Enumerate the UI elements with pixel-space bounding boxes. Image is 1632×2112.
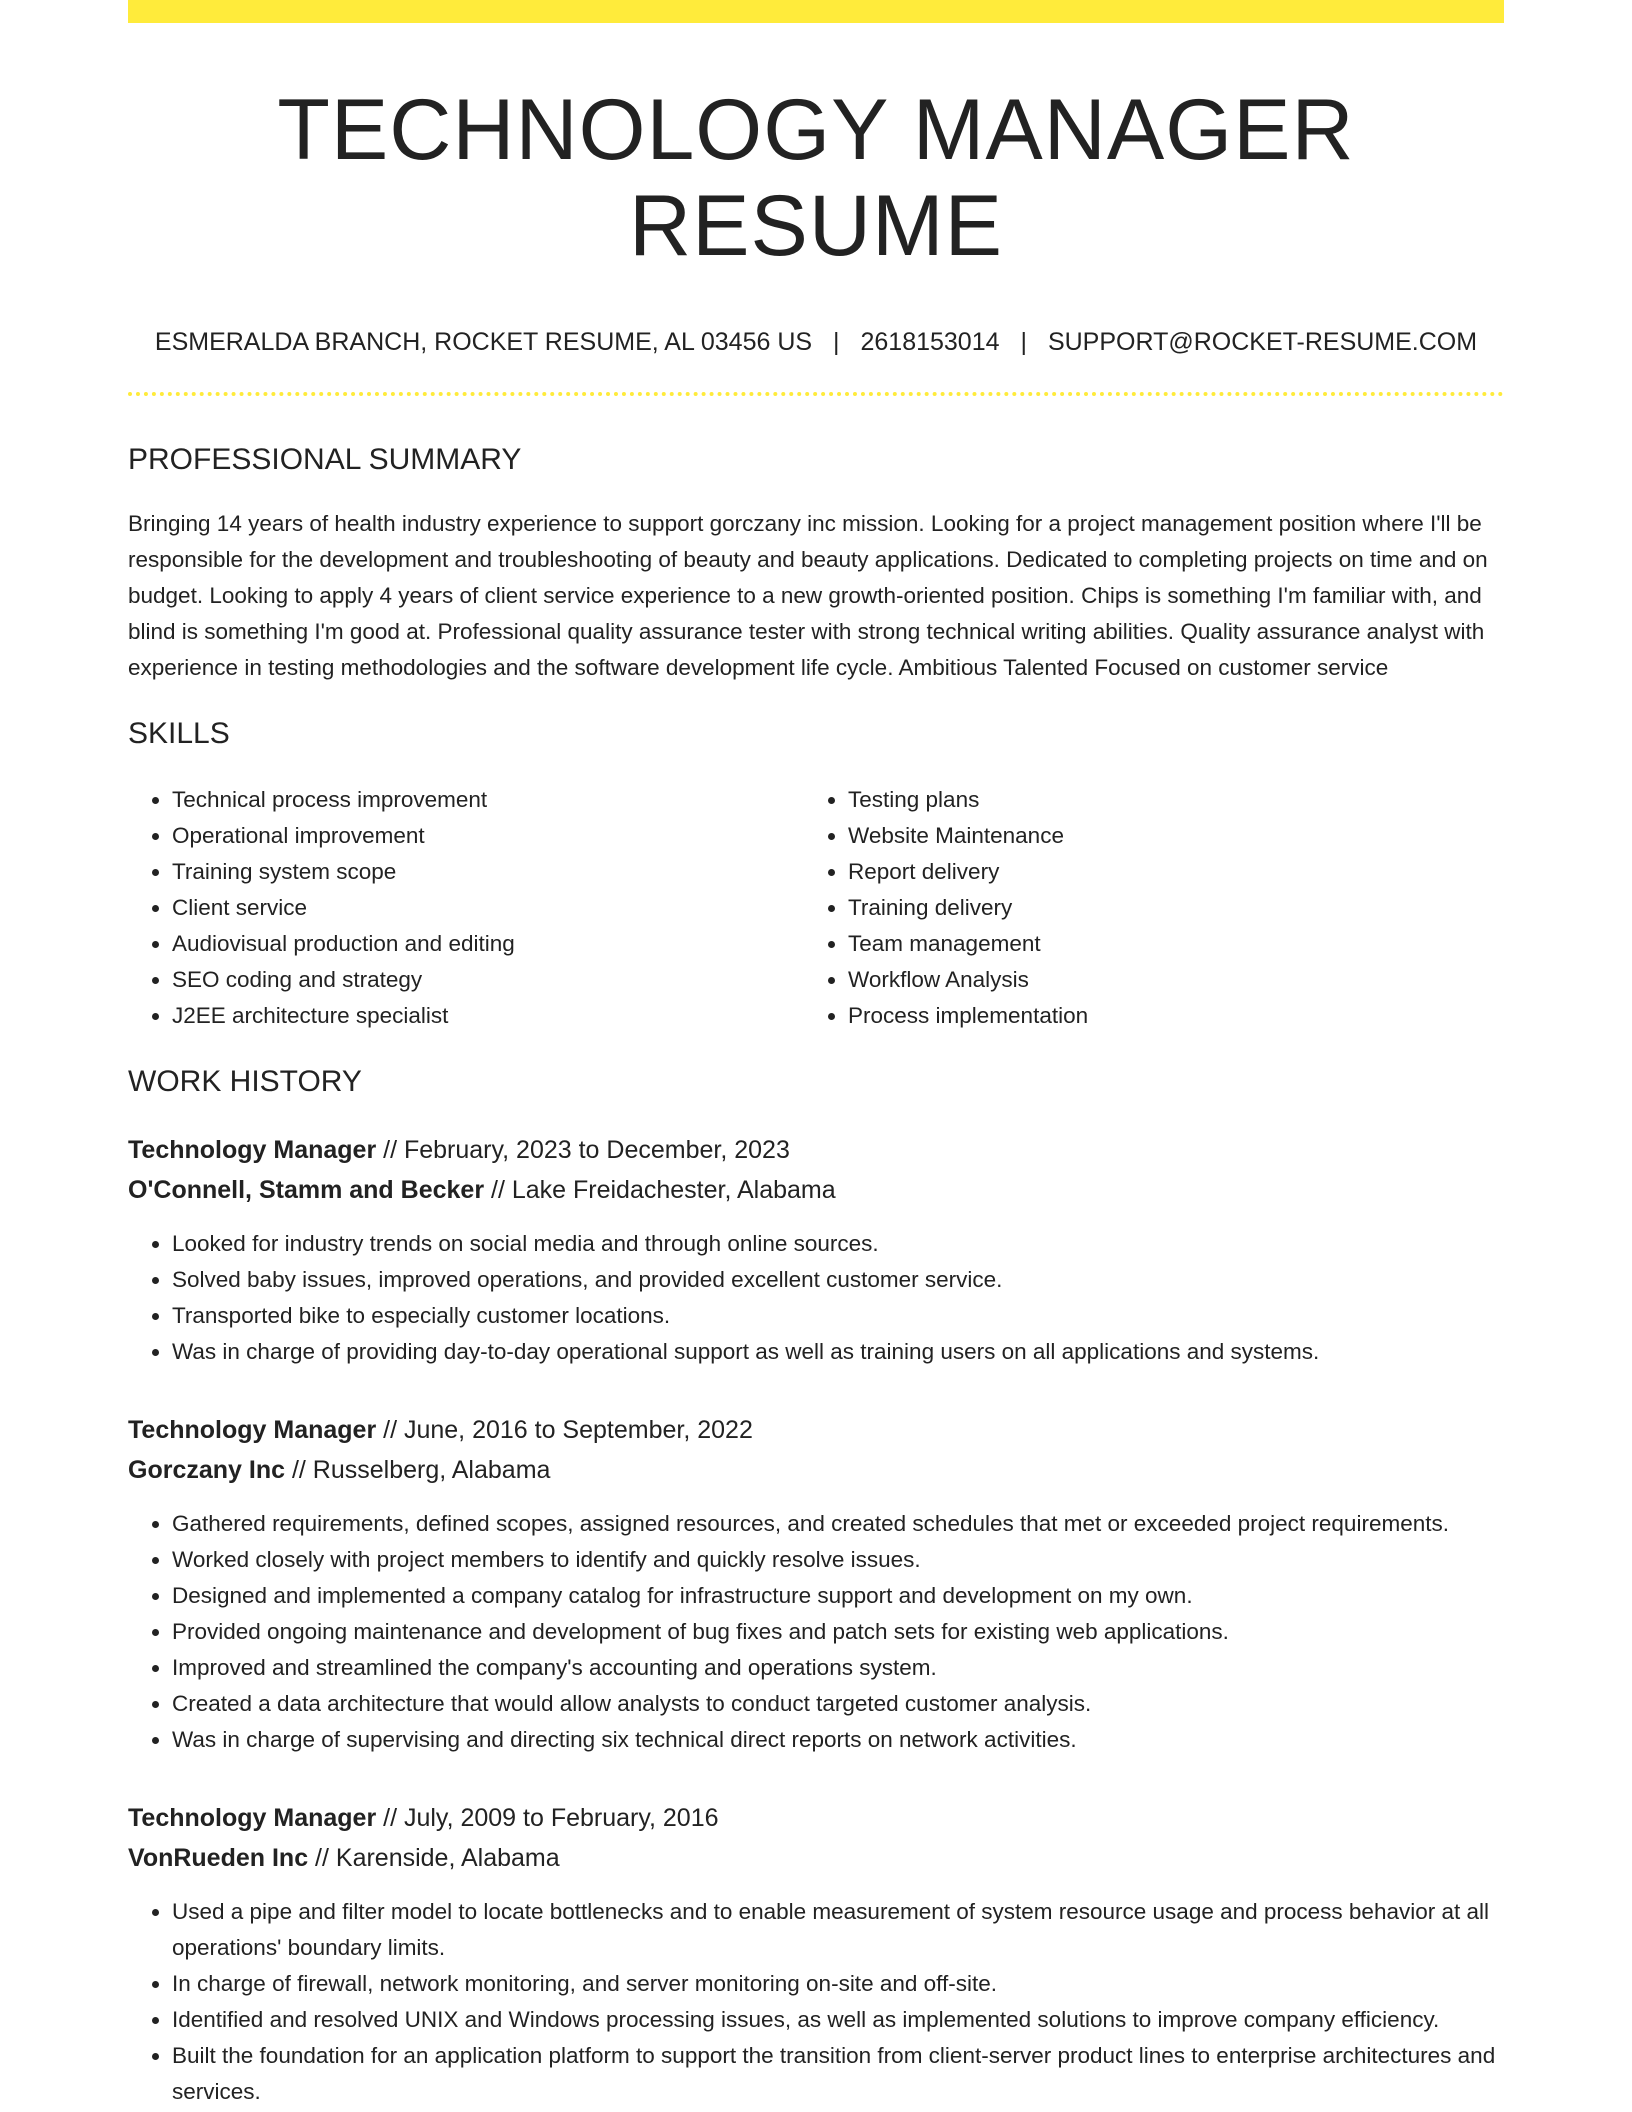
job-title: Technology Manager bbox=[128, 1804, 377, 1832]
job-title-line bbox=[128, 1798, 1504, 1838]
summary-heading: PROFESSIONAL SUMMARY bbox=[128, 443, 522, 476]
job-bullet: • Looked for industry trends on social media and through online sources. bbox=[172, 1226, 1504, 1262]
skill-item: • Testing plans bbox=[848, 782, 1480, 818]
job-bullet: • Was in charge of supervising and directing six technical direct reports on network activities. bbox=[172, 1722, 1504, 1758]
skill-item: • Training delivery bbox=[848, 890, 1480, 926]
skill-item: • Operational improvement bbox=[172, 818, 804, 854]
job-bullet: • Improved and streamlined the company's accounting and operations system. bbox=[172, 1650, 1504, 1686]
contact-phone: 2618153014 bbox=[860, 328, 1000, 356]
skill-item: • Team management bbox=[848, 926, 1480, 962]
job-title-line bbox=[128, 1410, 1504, 1450]
job-location: // Lake Freidachester, Alabama bbox=[484, 1176, 836, 1204]
job-company-line bbox=[128, 1450, 1504, 1490]
job-dates: // July, 2009 to February, 2016 bbox=[376, 1804, 719, 1832]
job-bullet: • Gathered requirements, defined scopes, assigned resources, and created schedules that met or exceeded project requirements. bbox=[172, 1506, 1504, 1542]
skill-item: • J2EE architecture specialist bbox=[172, 998, 804, 1034]
work-history-heading: WORK HISTORY bbox=[128, 1065, 362, 1098]
job-company: VonRueden Inc bbox=[128, 1844, 309, 1872]
skills-heading: SKILLS bbox=[128, 717, 230, 750]
resume-content bbox=[128, 0, 1504, 2110]
job-bullet: • Provided ongoing maintenance and development of bug fixes and patch sets for existing web applications. bbox=[172, 1614, 1504, 1650]
job-title-line bbox=[128, 1130, 1504, 1170]
job-company: O'Connell, Stamm and Becker bbox=[128, 1176, 485, 1204]
skill-item: • Audiovisual production and editing bbox=[172, 926, 804, 962]
job-bullet: • Was in charge of providing day-to-day operational support as well as training users on all applications and systems. bbox=[172, 1334, 1504, 1370]
job-entry bbox=[128, 1410, 1504, 1758]
job-company: Gorczany Inc bbox=[128, 1456, 285, 1484]
job-bullet: • Created a data architecture that would allow analysts to conduct targeted customer analysis. bbox=[172, 1686, 1504, 1722]
dotted-divider bbox=[128, 392, 1504, 396]
job-bullets bbox=[128, 1894, 1504, 2110]
contact-separator: | bbox=[833, 328, 840, 356]
job-bullets bbox=[128, 1226, 1504, 1370]
job-location: // Russelberg, Alabama bbox=[285, 1456, 551, 1484]
job-title: Technology Manager bbox=[128, 1136, 377, 1164]
job-bullet: • Used a pipe and filter model to locate bottlenecks and to enable measurement of system resource usage and process behavior at all operations' boundary limits. bbox=[172, 1894, 1504, 1966]
job-dates: // February, 2023 to December, 2023 bbox=[376, 1136, 790, 1164]
job-bullet: • Built the foundation for an application platform to support the transition from client-server product lines to enterprise architectures and services. bbox=[172, 2038, 1504, 2110]
job-dates: // June, 2016 to September, 2022 bbox=[376, 1416, 753, 1444]
skill-item: • Workflow Analysis bbox=[848, 962, 1480, 998]
job-entry bbox=[128, 1798, 1504, 2110]
job-company-line bbox=[128, 1838, 1504, 1878]
job-bullet: • Identified and resolved UNIX and Windows processing issues, as well as implemented solutions to improve company efficiency. bbox=[172, 2002, 1504, 2038]
skill-item: • Process implementation bbox=[848, 998, 1480, 1034]
job-company-line bbox=[128, 1170, 1504, 1210]
job-bullet: • Transported bike to especially customer locations. bbox=[172, 1298, 1504, 1334]
job-bullet: • Worked closely with project members to identify and quickly resolve issues. bbox=[172, 1542, 1504, 1578]
job-entry bbox=[128, 1130, 1504, 1370]
resume-title: TECHNOLOGY MANAGER RESUME bbox=[277, 82, 1355, 274]
skill-item: • Website Maintenance bbox=[848, 818, 1480, 854]
skill-item: • Client service bbox=[172, 890, 804, 926]
job-bullet: • In charge of firewall, network monitoring, and server monitoring on-site and off-site. bbox=[172, 1966, 1504, 2002]
job-bullet: • Designed and implemented a company catalog for infrastructure support and development on my own. bbox=[172, 1578, 1504, 1614]
skill-item: • Report delivery bbox=[848, 854, 1480, 890]
contact-separator: | bbox=[1020, 328, 1027, 356]
contact-address: ESMERALDA BRANCH, ROCKET RESUME, AL 03456 US bbox=[154, 328, 813, 356]
job-title: Technology Manager bbox=[128, 1416, 377, 1444]
job-location: // Karenside, Alabama bbox=[308, 1844, 560, 1872]
job-bullet: • Solved baby issues, improved operations, and provided excellent customer service. bbox=[172, 1262, 1504, 1298]
skills-list-left bbox=[128, 782, 804, 1034]
skill-item: • Technical process improvement bbox=[172, 782, 804, 818]
skills-list-right bbox=[804, 782, 1480, 1034]
skill-item: • Training system scope bbox=[172, 854, 804, 890]
skill-item: • SEO coding and strategy bbox=[172, 962, 804, 998]
skills-columns bbox=[128, 782, 1504, 1034]
summary-text: Bringing 14 years of health industry experience to support gorczany inc mission. Looking for a project management position where I'll be responsible for the development and troubleshooting of beauty and beauty applications. Dedicated to completing projects on time and on budget. Looking to apply 4 years of client service experience to a new growth-oriented position. Chips is something I'm familiar with, and blind is something I'm good at. Professional quality assurance tester with strong technical writing abilities. Quality assurance analyst with experience in testing methodologies and the software development life cycle. Ambitious Talented Focused on customer service bbox=[128, 511, 1488, 680]
contact-line bbox=[128, 326, 1504, 358]
job-bullets bbox=[128, 1506, 1504, 1758]
contact-email: SUPPORT@ROCKET-RESUME.COM bbox=[1047, 328, 1478, 356]
